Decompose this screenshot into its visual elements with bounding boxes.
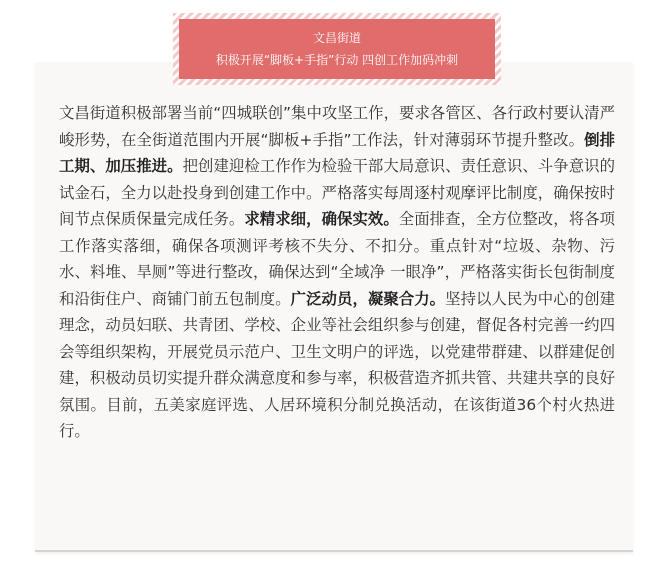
paragraph-segment: 全面排查，全方位整改，将各项工作落实落细，确保各项测评考核不失分、不扣分。重点针对“垃圾、杂物、污水、料堆、旱厕”等进行整改，确保达到“全域净 一眼净”，严格落实街长包街制度和沿街住户、商铺门前五包制度。 [59,210,615,308]
paragraph-segment: 文昌街道积极部署当前“四城联创”集中攻坚工作，要求各管区、各行政村要认清严峻形势，在全街道范围内开展“脚板+手指”工作法，针对薄弱环节提升整改。 [59,104,615,149]
title-banner-frame [173,13,501,85]
paragraph-segment: 把创建迎检工作作为检验干部大局意识、责任意识、斗争意识的试金石，全力以赴投身到创建工作中。严格落实每周逐村观摩评比制度，确保按时间节点保质保量完成任务。 [59,157,615,228]
banner-subtitle: 积极开展“脚板+手指”行动 四创工作加码冲刺 [215,52,459,67]
section-heading-inline: 广泛动员，凝聚合力。 [290,289,446,308]
banner-title: 文昌街道 [312,30,361,45]
section-heading-inline: 倒排工期、加压推进。 [59,130,615,175]
section-heading-inline: 求精求细，确保实效。 [244,210,399,228]
title-banner [179,19,495,79]
article-body [59,100,615,445]
article-card [35,62,633,552]
paragraph-segment: 坚持以人民为中心的创建理念，动员妇联、共青团、学校、企业等社会组织参与创建，督促各村完善一约四会等组织架构，开展党员示范户、卫生文明户的评选，以党建带群建、以群建促创建，积极动员切实提升群众满意度和参与率，积极营造齐抓共管、共建共享的良好氛围。目前，五美家庭评选、人居环境积分制兑换活动，在该街道36个村火热进行。 [59,289,615,440]
